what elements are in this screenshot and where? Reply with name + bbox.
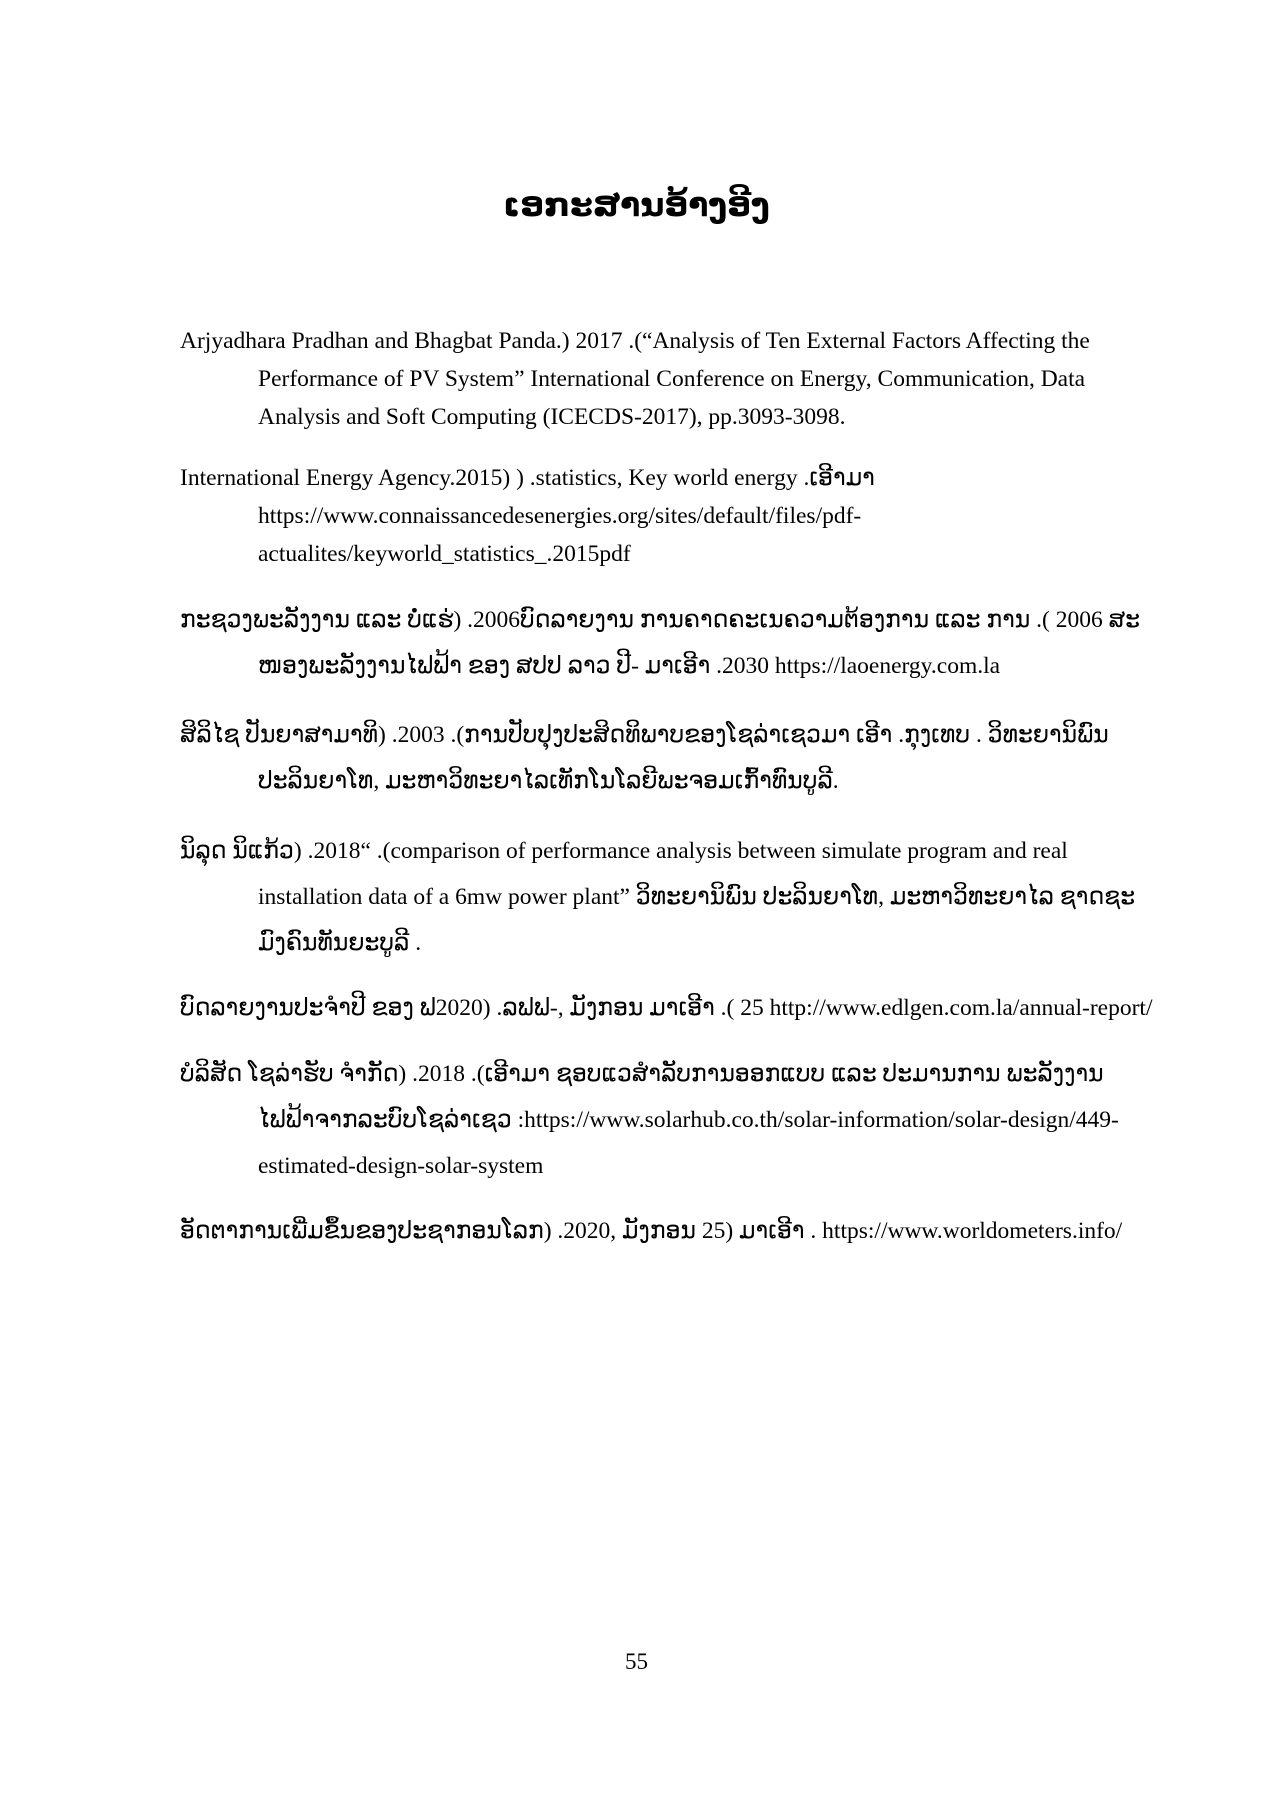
reference-entry: ບໍລິສັດ ໂຊລ່າຮັບ ຈຳກັດ) .2018 .(ເອີາມາ ຊອບແວສຳລັບການອອກແບບ ແລະ ປະມານການ ພະລັງງານໄຟຟ້າຈາກລະບົບໂຊລ່າເຊວ :https://www.solarhub.co.th/solar-information/solar-design/449-estimated-design-solar-system — [180, 1060, 1119, 1179]
reference-entry: International Energy Agency.2015) ) .statistics, Key world energy .ເອີາມາ https://www.connaissancedesenergies.org/sites/default/files/pdf-actualites/keyworld_statistics_.2015pdf — [180, 465, 875, 567]
reference-list — [180, 298, 1155, 1274]
reference-entry: ສິລິໄຊ ປັນຍາສາມາທິ) .2003 .(ການປັບປຸງປະສິດທິພາບຂອງໂຊລ່າເຊວມາ ເອີາ .ກຸງເທບ . ວິທະຍານິພົນປະລິນຍາໂທ, ມະຫາວິທະຍາໄລເທັກໂນໂລຍີພະຈອມເກົ້າທົນບູລີ. — [180, 722, 1109, 794]
reference-entry: ນິລຸດ ນິແກ້ວ) .2018“ .(comparison of performance analysis between simulate program and real installation data of a 6mw power plant” ວິທະຍານິພົນ ປະລິນຍາໂທ, ມະຫາວິທະຍາໄລ ຊາດຊະມົງຄົນທັນຍະບູລີ . — [180, 837, 1136, 956]
reference-entry: Arjyadhara Pradhan and Bhagbat Panda.) 2017 .(“Analysis of Ten External Factors Affecting the Performance of PV System” International Conference on Energy, Communication, Data Analysis and Soft Computing (ICECDS-2017), pp.3093-3098. — [180, 327, 1090, 430]
reference-entry: ກະຊວງພະລັງງານ ແລະ ບໍ່ແຮ່) .2006ບົດລາຍງານ ການຄາດຄະເນຄວາມຕ້ອງການ ແລະ ການ .( 2006 ສະ ໜອງພະລັງງານໄຟຟ້າ ຂອງ ສປປ ລາວ ປີ- ມາເອີາ .2030 https://laoenergy.com.la — [180, 606, 1140, 679]
page-title: ເອກະສານອ້າງອີງ — [503, 185, 770, 225]
page-number: 55 — [625, 1649, 648, 1674]
reference-entry: ບົດລາຍງານປະຈຳປີ ຂອງ ຟ2020) .ລຟຟ-, ມັງກອນ ມາເອີາ .( 25 http://www.edlgen.com.la/annual-report/ — [180, 995, 1153, 1021]
reference-entry: ອັດຕາການເພີ່ມຂຶ້ນຂອງປະຊາກອນໂລກ) .2020, ມັງກອນ 25) ມາເອີາ . https://www.worldometers.info/ — [180, 1218, 1123, 1244]
